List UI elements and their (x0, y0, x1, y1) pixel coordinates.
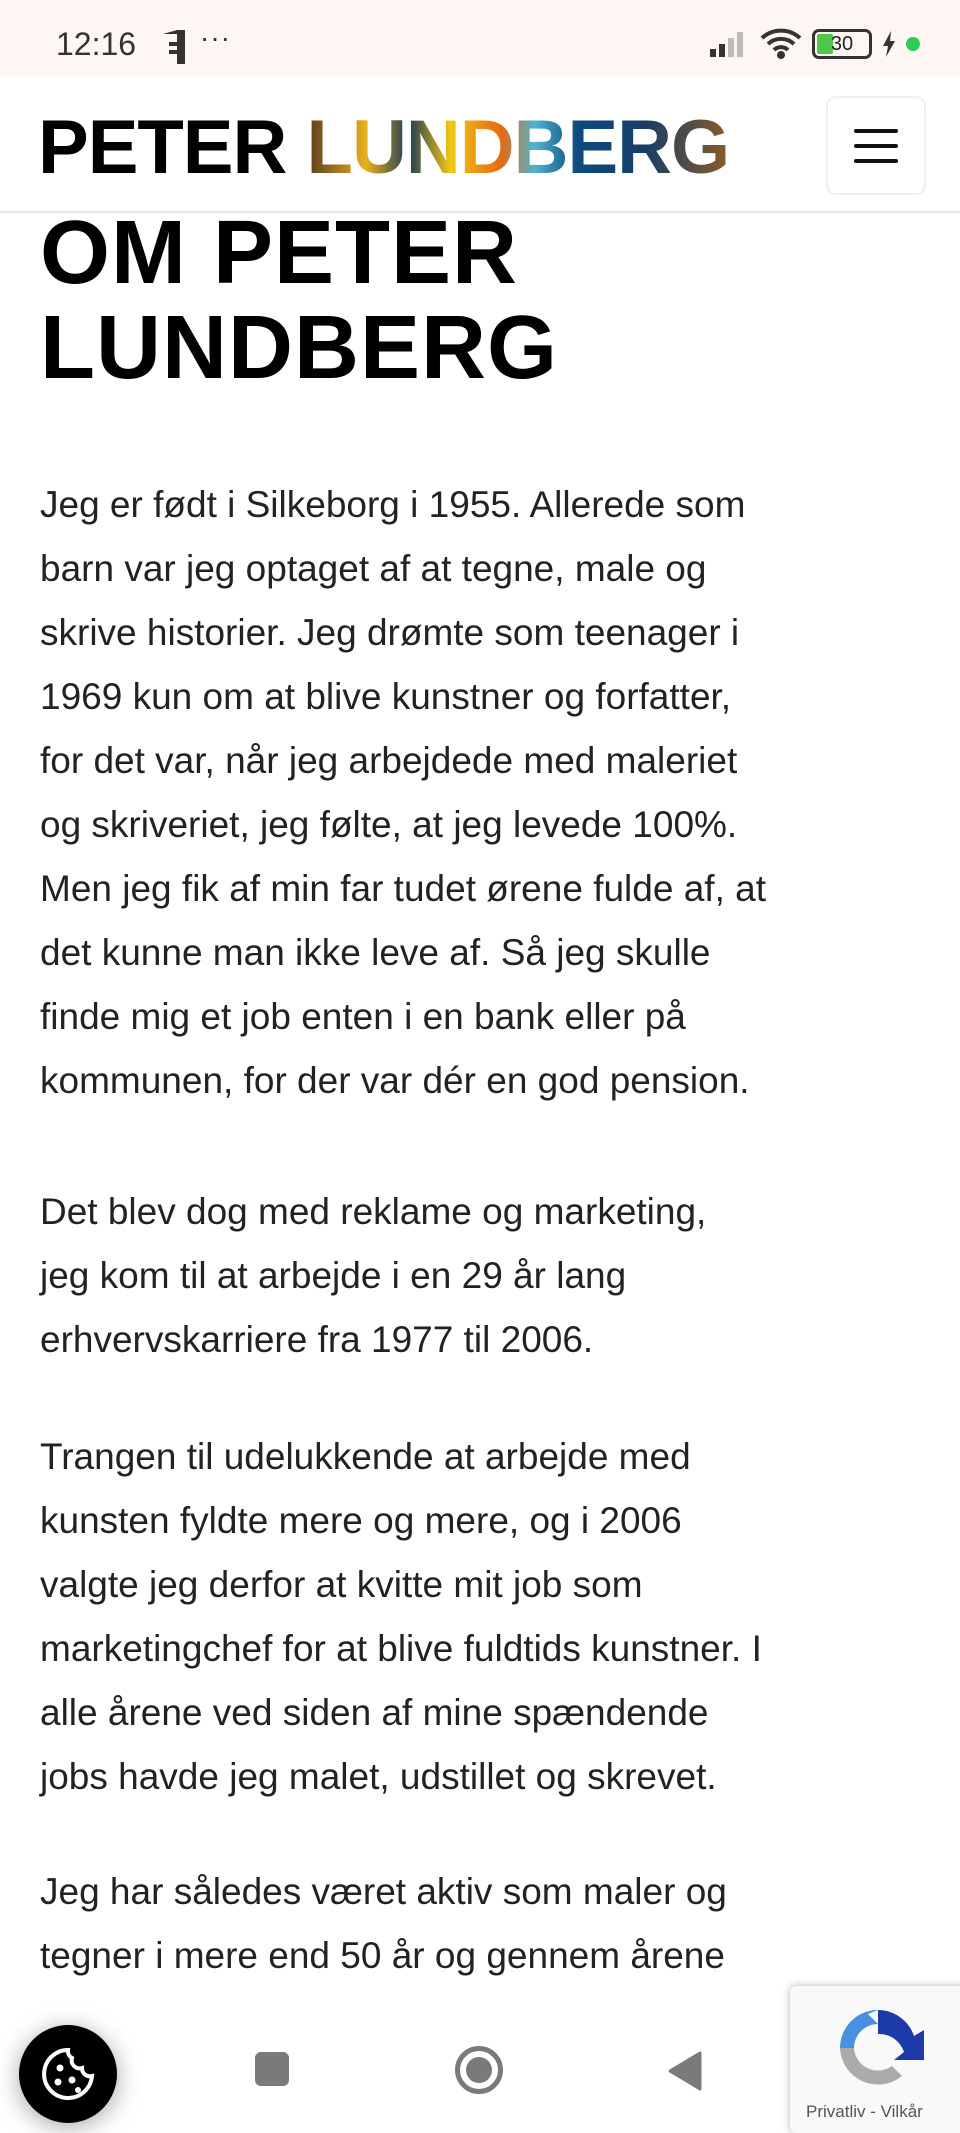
page-title-line: LUNDBERG (40, 298, 558, 398)
notification-app-icon (163, 30, 185, 64)
paragraph-line: Men jeg fik af min far tudet ørene fulde af, at (40, 868, 766, 909)
charging-icon (882, 31, 896, 57)
paragraph-line: finde mig et job enten i en bank eller på (40, 996, 686, 1037)
paragraph-line: Jeg er født i Silkeborg i 1955. Allerede som (40, 484, 746, 525)
body-paragraph (40, 1180, 706, 1372)
paragraph-line: jobs havde jeg malet, udstillet og skrevet. (40, 1756, 717, 1797)
home-button[interactable] (455, 2046, 503, 2094)
recaptcha-icon (830, 2000, 926, 2096)
privacy-indicator-dot (906, 37, 920, 51)
back-button[interactable] (668, 2051, 702, 2091)
cookie-settings-button[interactable] (19, 2025, 117, 2123)
paragraph-line: barn var jeg optaget af at tegne, male og (40, 548, 707, 589)
hamburger-menu-button[interactable] (826, 96, 926, 195)
paragraph-line: kommunen, for der var dér en god pension. (40, 1060, 750, 1101)
status-bar (0, 0, 960, 76)
status-time: 12:16 (56, 26, 137, 62)
logo-first-name: PETER (38, 105, 287, 190)
body-paragraph (40, 1860, 727, 1988)
page-title (40, 203, 558, 398)
page-title-line: OM PETER (40, 203, 519, 303)
battery-level: 30 (830, 32, 854, 55)
paragraph-line: 1969 kun om at blive kunstner og forfatter, (40, 676, 732, 717)
paragraph-line: Det blev dog med reklame og marketing, (40, 1191, 707, 1232)
paragraph-line: valgte jeg derfor at kvitte mit job som (40, 1564, 643, 1605)
paragraph-line: Jeg har således været aktiv som maler og (40, 1871, 727, 1912)
site-header (0, 76, 960, 213)
paragraph-line: tegner i mere end 50 år og gennem årene (40, 1935, 725, 1976)
cookie-icon (38, 2044, 98, 2104)
more-notifications-icon: ··· (200, 22, 231, 53)
body-paragraph (40, 473, 766, 1113)
paragraph-line: og skriveriet, jeg følte, at jeg levede 100%. (40, 804, 738, 845)
logo-last-name: LUNDBERG (306, 105, 730, 190)
wifi-icon (760, 28, 802, 60)
site-logo[interactable] (38, 105, 730, 190)
recaptcha-links[interactable]: Privatliv - Vilkår (806, 2102, 923, 2121)
paragraph-line: for det var, når jeg arbejdede med maleriet (40, 740, 738, 781)
recaptcha-badge[interactable] (790, 1986, 960, 2133)
body-paragraph (40, 1425, 762, 1809)
signal-icon (710, 31, 750, 57)
paragraph-line: kunsten fyldte mere og mere, og i 2006 (40, 1500, 682, 1541)
recents-button[interactable] (255, 2052, 289, 2086)
paragraph-line: skrive historier. Jeg drømte som teenager i (40, 612, 740, 653)
paragraph-line: alle årene ved siden af mine spændende (40, 1692, 709, 1733)
paragraph-line: jeg kom til at arbejde i en 29 år lang (40, 1255, 627, 1296)
paragraph-line: det kunne man ikke leve af. Så jeg skulle (40, 932, 711, 973)
paragraph-line: Trangen til udelukkende at arbejde med (40, 1436, 691, 1477)
battery-icon (812, 29, 872, 59)
paragraph-line: marketingchef for at blive fuldtids kunstner. I (40, 1628, 762, 1669)
paragraph-line: erhvervskarriere fra 1977 til 2006. (40, 1319, 594, 1360)
